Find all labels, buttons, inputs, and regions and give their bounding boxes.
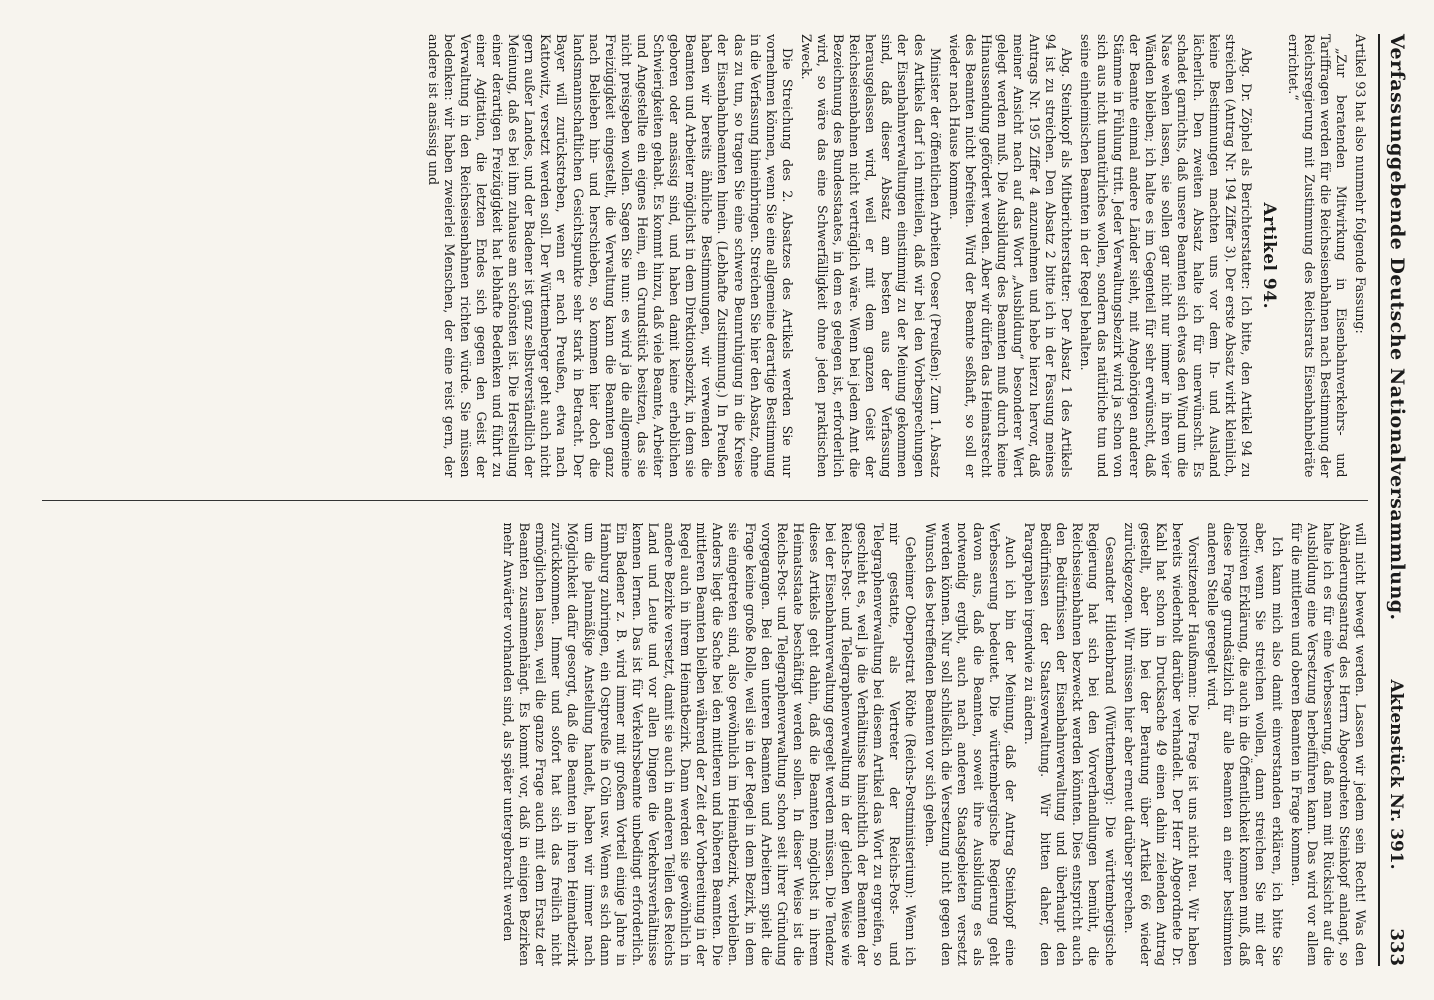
- paragraph: Gesandter Hildenbrand (Württemberg): Die württembergische Regierung hat sich bei den Vorverhandlungen bemüht, die Reichseisenbahnen bezweckt werden könnten. Dies entspricht auch den Bedürfnissen der Eisenbahnverwaltung und überhaupt den Bedürfnissen der Staatsverwaltung. Wir bitten daher, den Paragraphen irgendwie zu ändern.: [1022, 522, 1118, 966]
- paragraph: Abg. Steinkopf als Mitberichterstatter: Der Absatz 1 des Artikels 94 ist zu streichen. Den Absatz 2 bitte ich in der Fassung meines Antrags Nr. 195 Ziffer 4 anzunehmen und hebe hierzu hervor, daß meiner Ansicht nach auf das Wort „Ausbildung“ besonderer Wert gelegt werden muß. Die Ausbildung des Beamten muß durch keine Hinaussendung gefördert werden. Aber wir dürfen das Heimatsrecht des Beamten nicht befreiten. Wird der Beamte seßhaft, so soll er wieder nach Hause kommen.: [946, 34, 1075, 478]
- quoted-article: „Zur beratenden Mitwirkung in Eisenbahnverkehrs- und Tariffragen werden für die Reichseisenbahnen nach Bestimmung der Reichsregierung mit Zustimmung des Reichsrats Eisenbahnbeiräte errichtet.“: [1285, 34, 1349, 478]
- paragraph: Auch ich bin der Meinung, daß der Antrag Steinkopf eine Verbesserung bedeutet. Die württembergische Regierung geht davon aus, daß die Beamten, soweit ihre Ausbildung es als notwendig ergibt, auch nach anderen Staatsgebieten versetzt werden können. Nur soll schließlich die Versetzung nicht gegen den Wunsch des betreffenden Beamten vor sich gehen.: [922, 522, 1019, 966]
- paragraph: Geheimer Oberpostrat Röthe (Reichs-Postministerium): Wenn ich mir gestatte, als Vertreter der Reichs-Post- und Telegraphenverwaltung bei diesem Artikel das Wort zu ergreifen, so geschieht es, weil ja die Verhältnisse hinsichtlich der Beamten der Reichs-Post- und Telegraphenverwaltung in der gleichen Weise wie bei der Eisenbahnverwaltung geregelt werden müssen. Die Tendenz dieses Artikels geht dahin, daß die Beamten möglichst in ihrem Heimatsstaate beschäftigt werden sollen. In dieser Weise ist die Reichs-Post- und Telegraphenverwaltung schon seit ihrer Gründung vorgegangen. Bei den unteren Beamten und Arbeitern spielt die Frage keine große Rolle, weil sie in der Regel in dem Bezirk, in dem sie eingetreten sind, also gewöhnlich im Heimatbezirk, verbleiben. Anders liegt die Sache bei den mittleren und höheren Beamten. Die mittleren Beamten bleiben während der Zeit der Vorbereitung in der Regel auch in ihrem Heimatbezirk. Dann werden sie gewöhnlich in andere Bezirke versetzt, damit sie auch in anderen Teilen des Reichs Land und Leute und vor allen Dingen die Verkehrsverhältnisse kennen lernen. Das ist für Verkehrsbeamte unbedingt erforderlich. Ein Badener z. B. wird immer mit großem Vorteil einige Jahre in Hamburg zubringen, ein Ostpreuße in Cöln usw. Wenn es sich dann um die planmäßige Anstellung handelt, haben wir immer nach Möglichkeit dafür gesorgt, daß die Beamten in ihren Heimatbezirk zurückkommen. Immer und sofort hat sich das freilich nicht ermöglichen lassen, weil die ganze Frage auch mit dem Ersatz der Beamten zusammenhängt. Es kommt vor, daß in einigen Bezirken mehr Anwärter vorhanden sind, als später untergebracht werden: [501, 522, 919, 966]
- paragraph: Ich kann mich also damit einverstanden erklären, ich bitte Sie aber, wenn Sie streichen wollen, dann streichen Sie mit der positiven Erklärung, die auch in die Öffentlichkeit kommen muß, daß diese Frage grundsätzlich für alle Beamten an einer bestimmten anderen Stelle geregelt wird.: [1205, 522, 1285, 966]
- publication-title: Verfassunggebende Deutsche Nationalversammlung.: [1386, 34, 1408, 621]
- page-number: 333: [1386, 928, 1407, 966]
- article-heading: Artikel 94.: [1258, 202, 1279, 309]
- paragraph: Artikel 93 hat also nunmehr folgende Fassung:: [1353, 34, 1368, 334]
- text-columns: [42, 34, 1368, 966]
- paragraph: Die Streichung des 2. Absatzes des Artikels werden Sie nur vornehmen können, wenn Sie eine allgemeine derartige Bestimmung in die Verfassung hineinbringen. Streichen Sie hier den Absatz, ohne das zu tun, so tragen Sie eine schwere Beunruhigung in die Kreise der Eisenbahnbeamten hinein. (Lebhafte Zustimmung.) In Preußen haben wir bereits ähnliche Bestimmungen, wir verwenden die Beamten und Arbeiter möglichst in dem Direktionsbezirk, in dem sie geboren oder ansässig sind, und haben damit keine erheblichen Schwierigkeiten gehabt. Es kommt hinzu, daß viele Beamte, Arbeiter und Angestellte ein eignes Heim, ein Grundstück besitzen, das sie nicht preisgeben wollen. Sagen Sie nun: es wird ja die allgemeine Freizügigkeit eingestellt, die Verwaltung kann die Beamten ganz nach Belieben hin- und herschieben, so kommen hier doch die landsmannschaftlichen Gesichtspunkte sehr stark in Betracht. Der Bayer will zurückstreben, wenn er nach Preußen, etwa nach Kattowitz, versetzt werden soll. Der Württemberger geht auch nicht gern außer Landes, und der Badener ist ganz selbstverständlich der Meinung, daß es bei ihm zuhause am schönsten ist. Die Herstellung einer derartigen Freizügigkeit hat lebhafte Bedenken und führt zu einer Agitation, die letzten Endes sich gegen den Geist der Verwaltung in den Reichseisenbahnen richten würde. Sie müssen bedenken: wir haben zweierlei Menschen, der eine reist gern, der andere ist ansässig und: [425, 34, 795, 478]
- file-number: Aktenstück Nr. 391.: [1386, 679, 1406, 870]
- left-column: [42, 34, 1368, 478]
- paragraph: Vorsitzender Haußmann: Die Frage ist uns nicht neu. Wir haben bereits wiederholt darüber verhandelt. Der Herr Abgeordnete Dr. Kahl hat schon in Drucksache 49 einen dahin zielenden Antrag gestellt, aber ihn bei der Beratung über Artikel 66 wieder zurückgezogen. Wir müssen hier aber erneut darüber sprechen.: [1121, 522, 1202, 966]
- paragraph: will nicht bewegt werden. Lassen wir jedem sein Recht! Was den Abänderungsantrag des Herrn Abgeordneten Steinkopf anlangt, so halte ich es für eine Verbesserung, daß man mit Rücksicht auf die Ausbildung eine Versetzung herbeiführen kann. Das wird vor allem für die mittleren und oberen Beamten in Frage kommen.: [1288, 522, 1368, 966]
- column-divider: [42, 500, 1368, 501]
- page-header: [1378, 34, 1408, 966]
- paragraph: Minister der öffentlichen Arbeiten Oeser (Preußen): Zum 1. Absatz des Artikels darf ich mitteilen, daß wir bei den Vorbesprechungen der Eisenbahnverwaltungen einstimmig zu der Meinung gekommen sind, daß dieser Absatz am besten aus der Verfassung herausgelassen wird, weil er mit dem ganzen Geist der Reichseisenbahnen nicht verträglich wäre. Wenn bei jedem Amt die Bezeichnung des Bundesstaates, in dem es gelegen ist, erforderlich wird, so wäre das eine Schwerfälligkeit ohne jeden praktischen Zweck.: [798, 34, 943, 478]
- right-column: [42, 523, 1368, 967]
- paragraph: Abg. Dr. Zöphel als Berichterstatter: Ich bitte, den Artikel 94 zu streichen (Antrag Nr. 194 Ziffer 3). Der erste Absatz wirkt kleinlich, keine Bestimmungen machten uns vor dem In- und Ausland lächerlich. Den zweiten Absatz halte ich für unerwünscht. Es schadet garnichts, daß unsere Beamten sich etwas den Wind um die Nase wehen lassen, sie sollen gar nicht nur immer in ihren vier Wänden bleiben; ich halte es im Gegenteil für sehr erwünscht, daß der Beamte einmal andere Länder sieht, mit Angehörigen anderer Stämme in Fühlung tritt. Jeder Verwaltungsbezirk wird ja schon von sich aus nicht unnatürliches wollen, sondern das natürliche tun und seine einheimischen Beamten in der Regel behalten.: [1078, 34, 1255, 478]
